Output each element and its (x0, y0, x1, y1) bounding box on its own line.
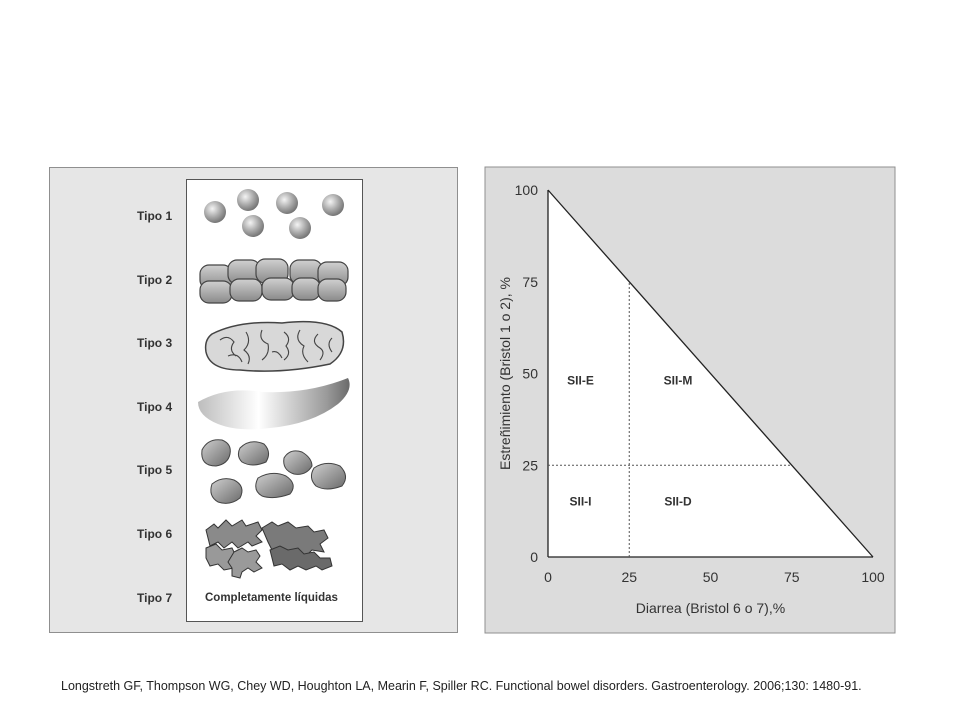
x-tick-label: 0 (544, 569, 552, 585)
type-3-label: Tipo 3 (137, 336, 173, 350)
type-7-label: Tipo 7 (137, 591, 173, 605)
citation: Longstreth GF, Thompson WG, Chey WD, Houghton LA, Mearin F, Spiller RC. Functional bowel disorders. Gastroenterology. 2006;130: 1480-91. (61, 679, 862, 693)
x-axis-label: Diarrea (Bristol 6 o 7),% (635, 600, 786, 616)
y-axis-label: Estreñimiento (Bristol 1 o 2), % (497, 277, 513, 470)
type-7-description: Completamente líquidas (205, 592, 338, 604)
region-label: SII-E (567, 373, 594, 388)
region-label: SII-D (664, 494, 692, 509)
type-5-label: Tipo 5 (137, 463, 173, 477)
type-6-label: Tipo 6 (137, 527, 173, 541)
y-tick-label: 100 (514, 182, 538, 198)
region-label: SII-M (663, 373, 693, 388)
y-tick-label: 25 (522, 457, 538, 474)
y-tick-label: 75 (522, 273, 538, 290)
y-tick-label: 0 (530, 549, 538, 565)
x-tick-label: 25 (621, 569, 638, 585)
type-1-label: Tipo 1 (137, 209, 173, 223)
region-label: SII-I (569, 494, 592, 509)
x-tick-label: 100 (861, 569, 885, 585)
type-4-label: Tipo 4 (137, 400, 173, 414)
x-tick-label: 50 (702, 569, 719, 585)
type-2-label: Tipo 2 (137, 273, 173, 287)
x-tick-label: 75 (783, 569, 800, 585)
y-tick-label: 50 (522, 365, 538, 382)
